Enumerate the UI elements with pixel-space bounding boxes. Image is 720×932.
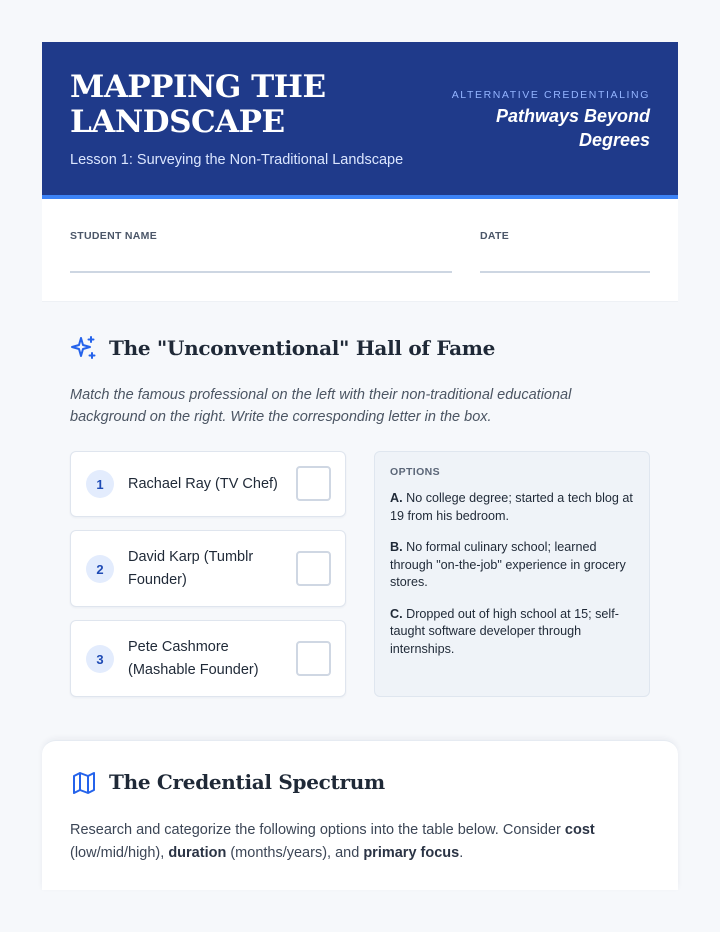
number-badge: 3 (86, 645, 114, 673)
option-letter: A. (390, 491, 403, 505)
option-text: Dropped out of high school at 15; self-taught software developer through internships. (390, 606, 619, 656)
option-a (390, 490, 634, 525)
option-c (390, 606, 634, 659)
sparkles-icon (70, 334, 98, 362)
credential-spectrum-section (42, 740, 678, 890)
option-text: No college degree; started a tech blog at 19 from his bedroom. (390, 491, 633, 523)
tagline: Pathways Beyond Degrees (495, 106, 650, 150)
student-info-row (42, 199, 678, 302)
bold-cost: cost (564, 822, 595, 838)
date-label: DATE (480, 230, 510, 242)
page-title (70, 70, 370, 140)
match-item (70, 451, 346, 517)
options-panel (374, 451, 650, 697)
hall-of-fame-instructions: Match the famous professional on the left with their non-traditional educational background on the right. Write the corresponding letter in the box. (70, 387, 572, 425)
text-part: Research and categorize the following options into the table below. Consider (70, 822, 565, 838)
student-name-field[interactable] (70, 271, 452, 273)
hall-of-fame-title: The "Unconventional" Hall of Fame (109, 336, 496, 360)
credential-spectrum-instructions (70, 819, 650, 865)
credential-spectrum-title: The Credential Spectrum (109, 770, 385, 794)
match-item-name: David Karp (Tumblr Founder) (128, 549, 254, 588)
bold-primary-focus: primary focus (363, 845, 460, 861)
header-tag (452, 89, 650, 152)
option-letter: C. (390, 606, 403, 621)
date-field[interactable] (480, 271, 650, 273)
worksheet (42, 42, 678, 302)
lesson-subtitle: Lesson 1: Surveying the Non-Traditional Landscape (70, 152, 404, 168)
student-name-label: STUDENT NAME (70, 230, 158, 242)
match-item (70, 530, 346, 607)
answer-box[interactable] (296, 641, 331, 676)
option-letter: B. (390, 540, 403, 554)
number-badge: 1 (86, 470, 114, 498)
text-part: . (459, 845, 464, 861)
answer-box[interactable] (296, 466, 331, 501)
worksheet-header (42, 42, 678, 199)
map-icon (71, 770, 97, 796)
title-line-1: MAPPING THE (70, 69, 326, 105)
number-badge: 2 (86, 555, 114, 583)
eyebrow-label: ALTERNATIVE CREDENTIALING (451, 89, 650, 101)
match-item-name: Rachael Ray (TV Chef) (128, 476, 278, 492)
bold-duration: duration (168, 845, 227, 861)
match-item-name: Pete Cashmore (Mashable Founder) (128, 639, 259, 678)
answer-box[interactable] (296, 551, 331, 586)
match-item (70, 620, 346, 697)
text-part: (low/mid/high), (70, 845, 169, 861)
option-text: No formal culinary school; learned through "on-the-job" experience in grocery stores. (390, 540, 626, 589)
title-line-2: LANDSCAPE (70, 104, 285, 140)
text-part: (months/years), and (226, 845, 364, 861)
options-title: OPTIONS (390, 466, 441, 478)
option-b (390, 539, 634, 592)
